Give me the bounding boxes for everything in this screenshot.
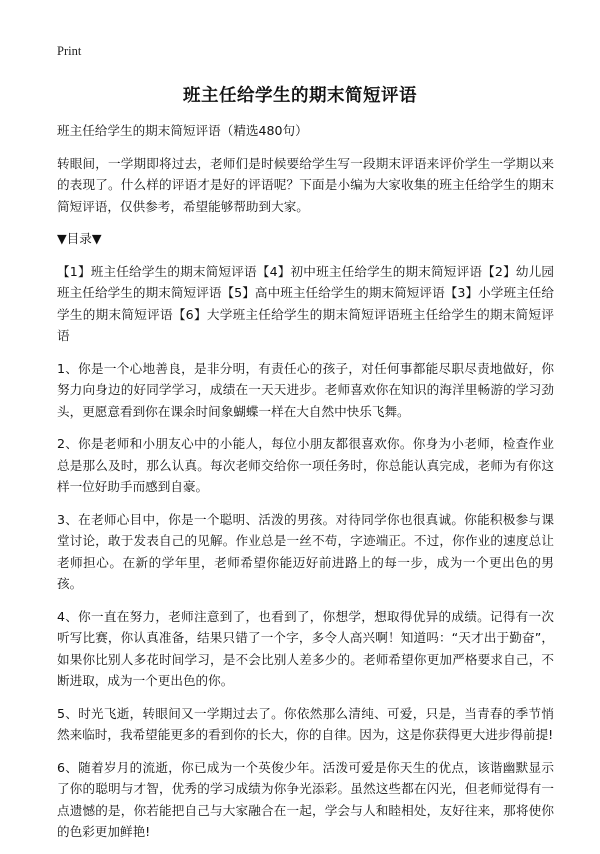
- print-link[interactable]: Print: [57, 44, 82, 58]
- toc-link-4[interactable]: 【4】初中班主任给学生的期末简短评语: [256, 263, 483, 279]
- comment-paragraph-4: 4、你一直在努力，老师注意到了，也看到了，你想学，想取得优异的成绩。记得有一次听写比赛，你认真准备，结果只错了一个字，多令人高兴啊！知道吗：“天才出于勤奋”，如果你比别人多花时间学习，是不会比别人差多少的。老师希望你更加严格要求自己，不断进取，成为一个更出色的你。: [57, 608, 554, 688]
- toc-link-3[interactable]: 【3】小学班主任给学生的期末简短评语: [57, 285, 555, 322]
- article-body: [57, 120, 554, 854]
- toc-link-5[interactable]: 【5】高中班主任给学生的期末简短评语: [221, 285, 445, 300]
- toc-link-6[interactable]: 【6】大学班主任给学生的期末简短评语: [172, 306, 400, 322]
- toc-link-main[interactable]: 班主任给学生的期末简短评语: [57, 306, 555, 343]
- comment-paragraph-5: 5、时光飞逝，转眼间又一学期过去了。你依然那么清纯、可爱，只是，当青春的季节悄然来临时，我希望能更多的看到你的长大，你的自律。因为，这是你获得更大进步得前提!: [57, 705, 554, 742]
- comment-paragraph-3: 3、在老师心目中，你是一个聪明、活泼的男孩。对待同学你也很真诚。你能积极参与课堂讨论，敢于发表自己的见解。作业总是一丝不苟，字迹端正。不过，你作业的速度总让老师担心。在新的学年里，老师希望你能迈好前进路上的每一步，成为一个更出色的男孩。: [57, 511, 554, 591]
- intro-paragraph: 转眼间，一学期即将过去，老师们是时候要给学生写一段期末评语来评价学生一学期以来的表现了。什么样的评语才是好的评语呢？下面是小编为大家收集的班主任给学生的期末简短评语，仅供参考，希望能够帮助到大家。: [57, 155, 554, 214]
- subtitle: 班主任给学生的期末简短评语（精选480句）: [57, 123, 308, 138]
- toc-heading: ▼目录▼: [57, 231, 102, 246]
- toc-link-2[interactable]: 【2】幼儿园班主任给学生的期末简短评语: [57, 263, 555, 300]
- toc-link-1[interactable]: 【1】班主任给学生的期末简短评语: [57, 263, 257, 279]
- comment-paragraph-2: 2、你是老师和小朋友心中的小能人，每位小朋友都很喜欢你。你身为小老师，检查作业总是那么及时，那么认真。每次老师交给你一项任务时，你总能认真完成，老师为有你这样一位好助手而感到自豪。: [57, 436, 554, 494]
- comment-paragraph-6: 6、随着岁月的流逝，你已成为一个英俊少年。活泼可爱是你天生的优点，该谐幽默显示了你的聪明与才智，优秀的学习成绩为你争光添彩。虽然这些都在闪光，但老师觉得有一点遗憾的是，你若能把自己与大家融合在一起，学会与人和睦相处，友好往来，那将使你的色彩更加鲜艳!: [57, 759, 554, 839]
- comment-paragraph-1: 1、你是一个心地善良，是非分明，有责任心的孩子，对任何事都能尽职尽责地做好，你努力向身边的好同学学习，成绩在一天天进步。老师喜欢你在知识的海洋里畅游的学习劲头，更愿意看到你在课余时间象蝴蝶一样在大自然中快乐飞舞。: [57, 360, 554, 419]
- page-title: 班主任给学生的期末简短评语: [183, 86, 417, 106]
- table-of-contents: [57, 261, 554, 347]
